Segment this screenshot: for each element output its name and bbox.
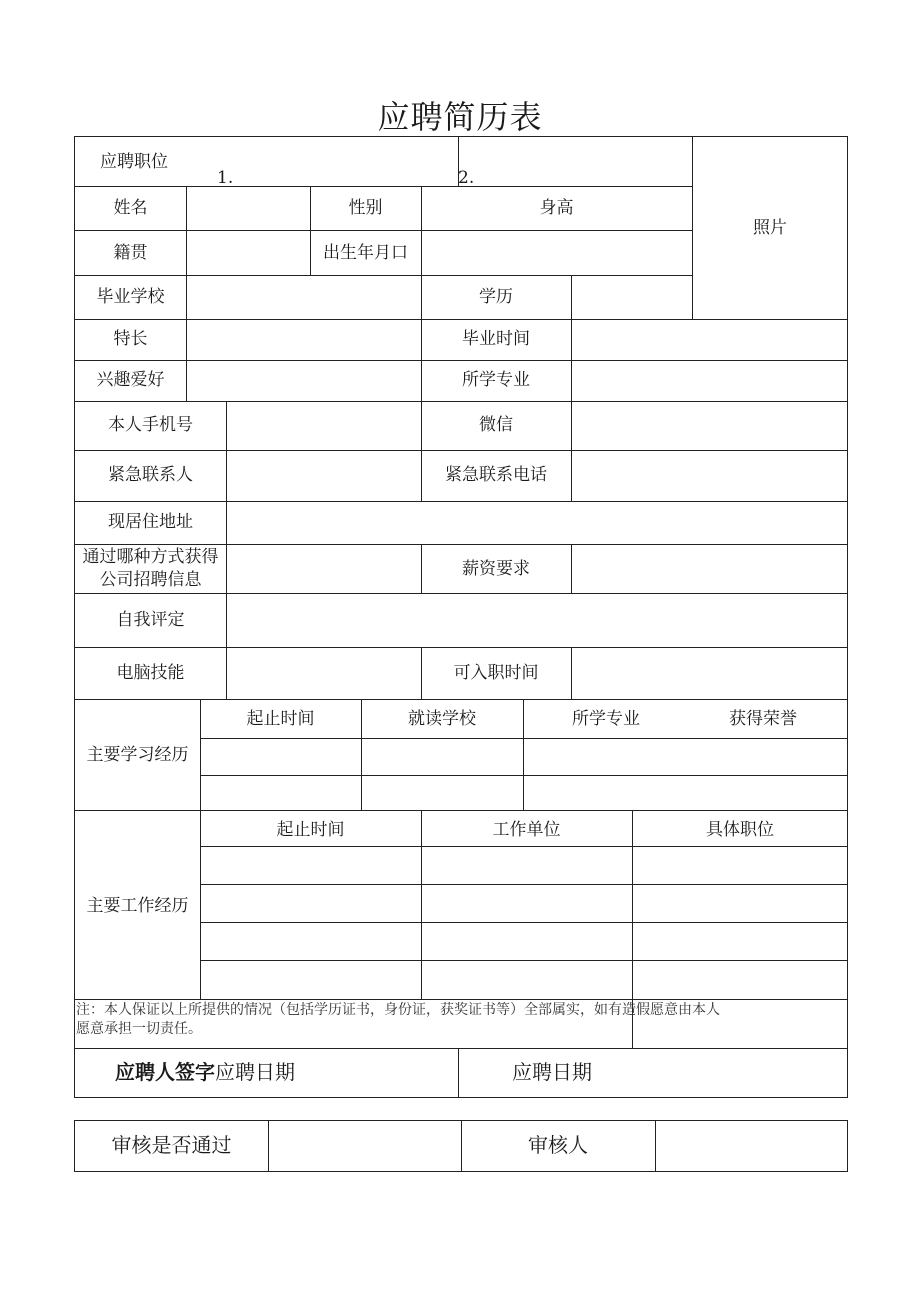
work-header-employer: 工作单位 xyxy=(492,820,561,840)
phone-label: 本人手机号 xyxy=(108,415,193,435)
photo-placeholder[interactable]: 照片 xyxy=(753,218,787,238)
position-choice-1[interactable]: 1. xyxy=(217,168,234,188)
application-date-label: 应聘日期 xyxy=(512,1060,592,1084)
education-header-period: 起止时间 xyxy=(246,709,315,729)
school-label: 毕业学校 xyxy=(96,287,165,307)
salary-label: 薪资要求 xyxy=(462,559,530,579)
origin-label: 籍贯 xyxy=(113,243,148,263)
declaration-line1: 注：本人保证以上所提供的情况（包括学历证书，身份证，获奖证书等）全部属实，如有造假愿意由本人 xyxy=(76,1002,720,1018)
specialty-label: 特长 xyxy=(113,329,148,349)
declaration-line2: 愿意承担一切责任。 xyxy=(76,1021,202,1037)
gender-label: 性别 xyxy=(348,198,383,218)
emergency-contact-label: 紧急联系人 xyxy=(108,465,193,485)
page-title: 应聘简历表 xyxy=(377,98,543,136)
source-label-line2: 公司招聘信息 xyxy=(99,570,202,590)
height-label: 身高 xyxy=(539,198,574,218)
audit-table xyxy=(74,1120,848,1172)
major-label: 所学专业 xyxy=(462,370,530,390)
applicant-date-inline: 应聘日期 xyxy=(215,1060,295,1084)
hobby-label: 兴趣爱好 xyxy=(96,370,165,390)
degree-label: 学历 xyxy=(479,287,513,307)
applicant-signature-label: 应聘人签字 xyxy=(115,1060,215,1084)
grad-time-label: 毕业时间 xyxy=(462,329,530,349)
address-label: 现居住地址 xyxy=(108,512,193,532)
source-label-line1: 通过哪种方式获得 xyxy=(82,547,219,567)
birth-label: 出生年月口 xyxy=(323,243,408,263)
emergency-phone-label: 紧急联系电话 xyxy=(445,465,547,485)
reviewer-label: 审核人 xyxy=(528,1133,588,1157)
applicant-signature-field[interactable] xyxy=(115,1062,295,1082)
work-header-position: 具体职位 xyxy=(706,820,774,840)
computer-skills-label: 电脑技能 xyxy=(116,663,185,683)
wechat-label: 微信 xyxy=(479,415,513,435)
declaration-note xyxy=(76,1001,846,1039)
name-label: 姓名 xyxy=(113,198,148,218)
work-header-period: 起止时间 xyxy=(276,820,345,840)
resume-table xyxy=(74,136,848,1098)
audit-pass-label: 审核是否通过 xyxy=(111,1133,232,1157)
education-header-honors: 获得荣誉 xyxy=(729,709,797,729)
position-choice-2[interactable]: 2. xyxy=(458,168,475,188)
work-section-label: 主要工作经历 xyxy=(86,896,189,916)
self-eval-label: 自我评定 xyxy=(116,610,185,630)
education-section-label: 主要学习经历 xyxy=(86,745,189,765)
position-label: 应聘职位 xyxy=(100,152,168,172)
education-header-school: 就读学校 xyxy=(408,709,476,729)
education-header-major: 所学专业 xyxy=(572,709,640,729)
start-date-label: 可入职时间 xyxy=(453,663,539,683)
